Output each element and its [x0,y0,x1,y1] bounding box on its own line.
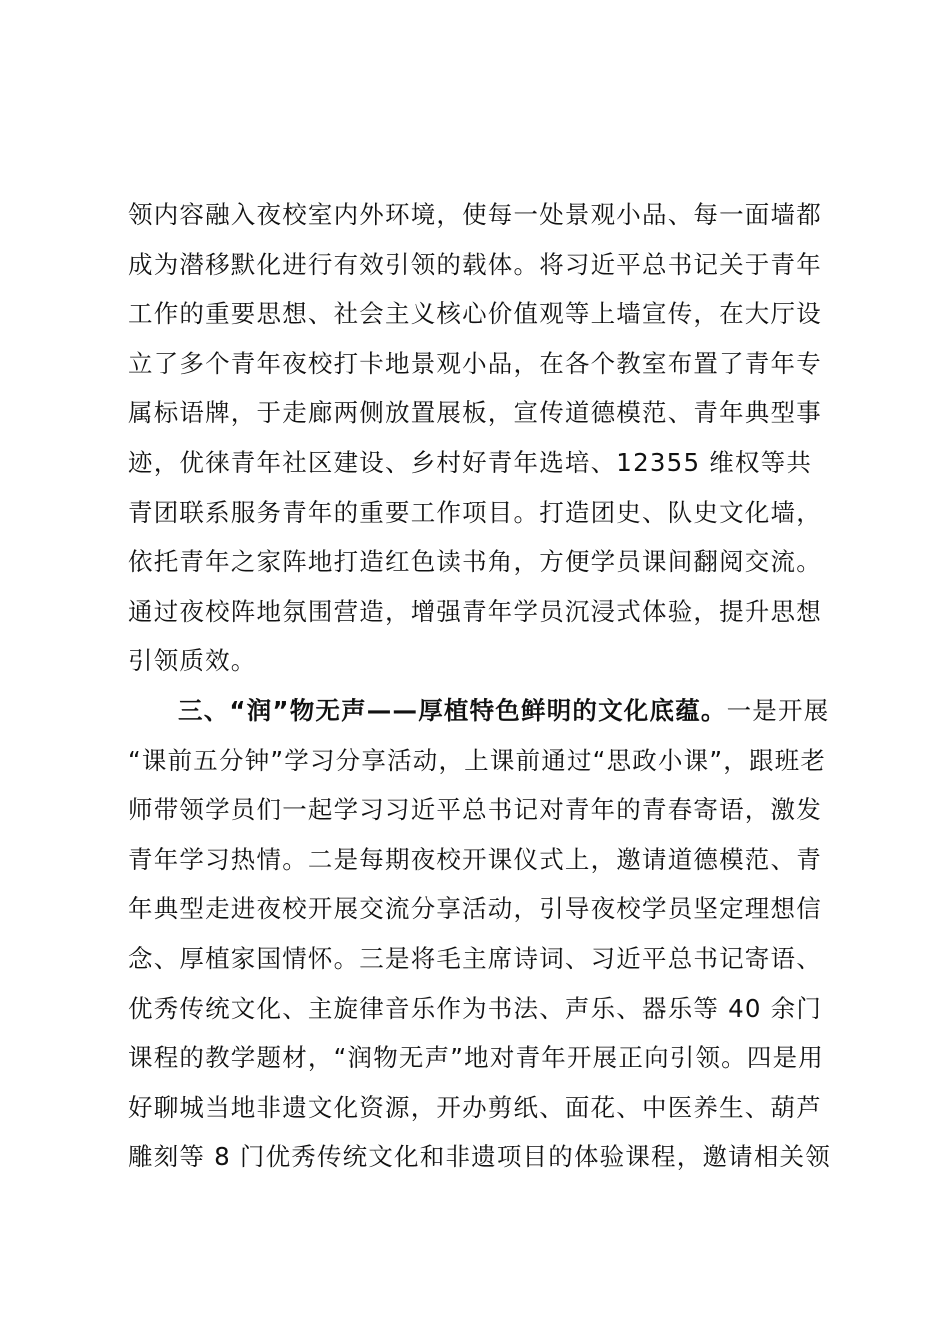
text-line: 年典型走进夜校开展交流分享活动，引导夜校学员坚定理想信 [128,894,822,924]
text-line: 成为潜移默化进行有效引领的载体。将习近平总书记关于青年 [128,249,822,279]
text-line: 领内容融入夜校室内外环境，使每一处景观小品、每一面墙都 [128,200,822,229]
document-body [128,190,831,1182]
text-line: 好聊城当地非遗文化资源，开办剪纸、面花、中医养生、葫芦 [128,1092,822,1122]
text-line: 师带领学员们一起学习习近平总书记对青年的青春寄语，激发 [128,795,822,825]
text-line: 立了多个青年夜校打卡地景观小品，在各个教室布置了青年专 [128,348,822,378]
text-line: 依托青年之家阵地打造红色读书角，方便学员课间翻阅交流。 [128,547,822,577]
heading-continuation: 一是开展 [726,695,830,725]
text-line: 优秀传统文化、主旋律音乐作为书法、声乐、器乐等 40 余门 [128,993,823,1023]
paragraph-2 [128,686,831,1182]
text-line-first [128,686,828,736]
text-line: “课前五分钟”学习分享活动，上课前通过“思政小课”，跟班老 [128,745,827,775]
text-line: 雕刻等 8 门优秀传统文化和非遗项目的体验课程，邀请相关领 [128,1142,831,1172]
text-line: 工作的重要思想、社会主义核心价值观等上墙宣传，在大厅设 [128,299,822,329]
text-line: 念、厚植家国情怀。三是将毛主席诗词、习近平总书记寄语、 [128,943,822,973]
section-heading: 三、“润”物无声——厚植特色鲜明的文化底蕴。 [178,695,727,725]
text-line: 属标语牌，于走廊两侧放置展板，宣传道德模范、青年典型事 [128,398,822,428]
text-line: 引领质效。 [128,646,257,676]
text-line: 通过夜校阵地氛围营造，增强青年学员沉浸式体验，提升思想 [128,596,822,626]
text-line: 青年学习热情。二是每期夜校开课仪式上，邀请道德模范、青 [128,844,822,874]
paragraph-1 [128,190,828,686]
text-line: 迹，优徕青年社区建设、乡村好青年选培、12355 维权等共 [128,447,813,477]
text-line: 青团联系服务青年的重要工作项目。打造团史、队史文化墙， [128,497,822,527]
text-line: 课程的教学题材，“润物无声”地对青年开展正向引领。四是用 [128,1043,824,1073]
